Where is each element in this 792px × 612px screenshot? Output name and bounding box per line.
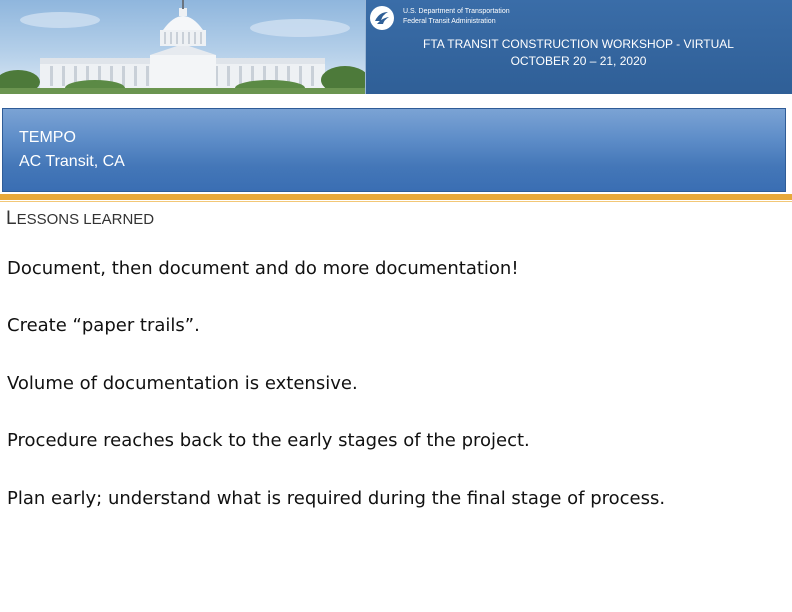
- title-line-2: AC Transit, CA: [19, 153, 125, 170]
- lesson-item: Procedure reaches back to the early stages of the project.: [7, 430, 530, 451]
- lesson-item: Plan early; understand what is required during the final stage of process.: [7, 488, 666, 509]
- section-heading: [6, 208, 154, 231]
- title-box: [2, 108, 786, 192]
- agency-line-2: Federal Transit Administration: [403, 18, 496, 25]
- agency-line-1: U.S. Department of Transportation: [403, 8, 510, 15]
- workshop-line-2: OCTOBER 20 – 21, 2020: [510, 54, 647, 68]
- lesson-item: Create “paper trails”.: [7, 315, 200, 336]
- header-banner: [0, 0, 792, 94]
- dot-logo-icon: [370, 6, 394, 30]
- section-heading-rest: ESSONS LEARNED: [16, 211, 155, 228]
- lesson-item: Volume of documentation is extensive.: [7, 373, 358, 394]
- title-line-1: TEMPO: [19, 129, 76, 146]
- capitol-building-illustration: [0, 0, 365, 94]
- agency-name: [403, 7, 510, 27]
- accent-rule: [0, 201, 792, 202]
- workshop-title: [365, 36, 792, 70]
- lesson-item: Document, then document and do more documentation!: [7, 258, 519, 279]
- accent-bar: [0, 194, 792, 200]
- workshop-line-1: FTA TRANSIT CONSTRUCTION WORKSHOP - VIRTUAL: [423, 37, 734, 51]
- capitol-building-image: [0, 0, 365, 94]
- section-heading-initial: L: [6, 208, 17, 229]
